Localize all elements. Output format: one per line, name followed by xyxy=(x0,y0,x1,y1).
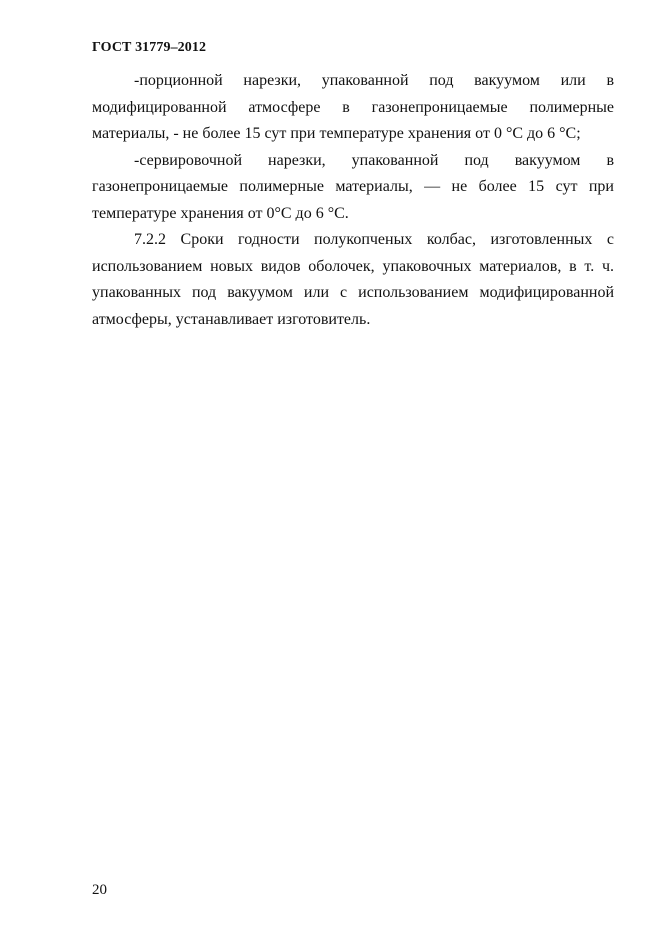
document-body xyxy=(92,68,614,333)
document-header: ГОСТ 31779–2012 xyxy=(92,40,207,55)
paragraph-portion-slicing: -порционной нарезки, упакованной под вакуумом или в модифицированной атмосфере в газонепроницаемые полимерные материалы, - не более 15 сут при температуре хранения от 0 °С до 6 °С; xyxy=(92,72,614,142)
paragraph-7-2-2: 7.2.2 Сроки годности полукопченых колбас, изготовленных с использованием новых видов оболочек, упаковочных материалов, в т. ч. упакованных под вакуумом или с использованием модифицированной атмосферы, устанавливает изготовитель. xyxy=(92,231,614,328)
paragraph-serving-slicing: -сервировочной нарезки, упакованной под вакуумом в газонепроницаемые полимерные материалы, — не более 15 сут при температуре хранения от 0°С до 6 °С. xyxy=(92,151,614,222)
page-number: 20 xyxy=(92,882,107,898)
